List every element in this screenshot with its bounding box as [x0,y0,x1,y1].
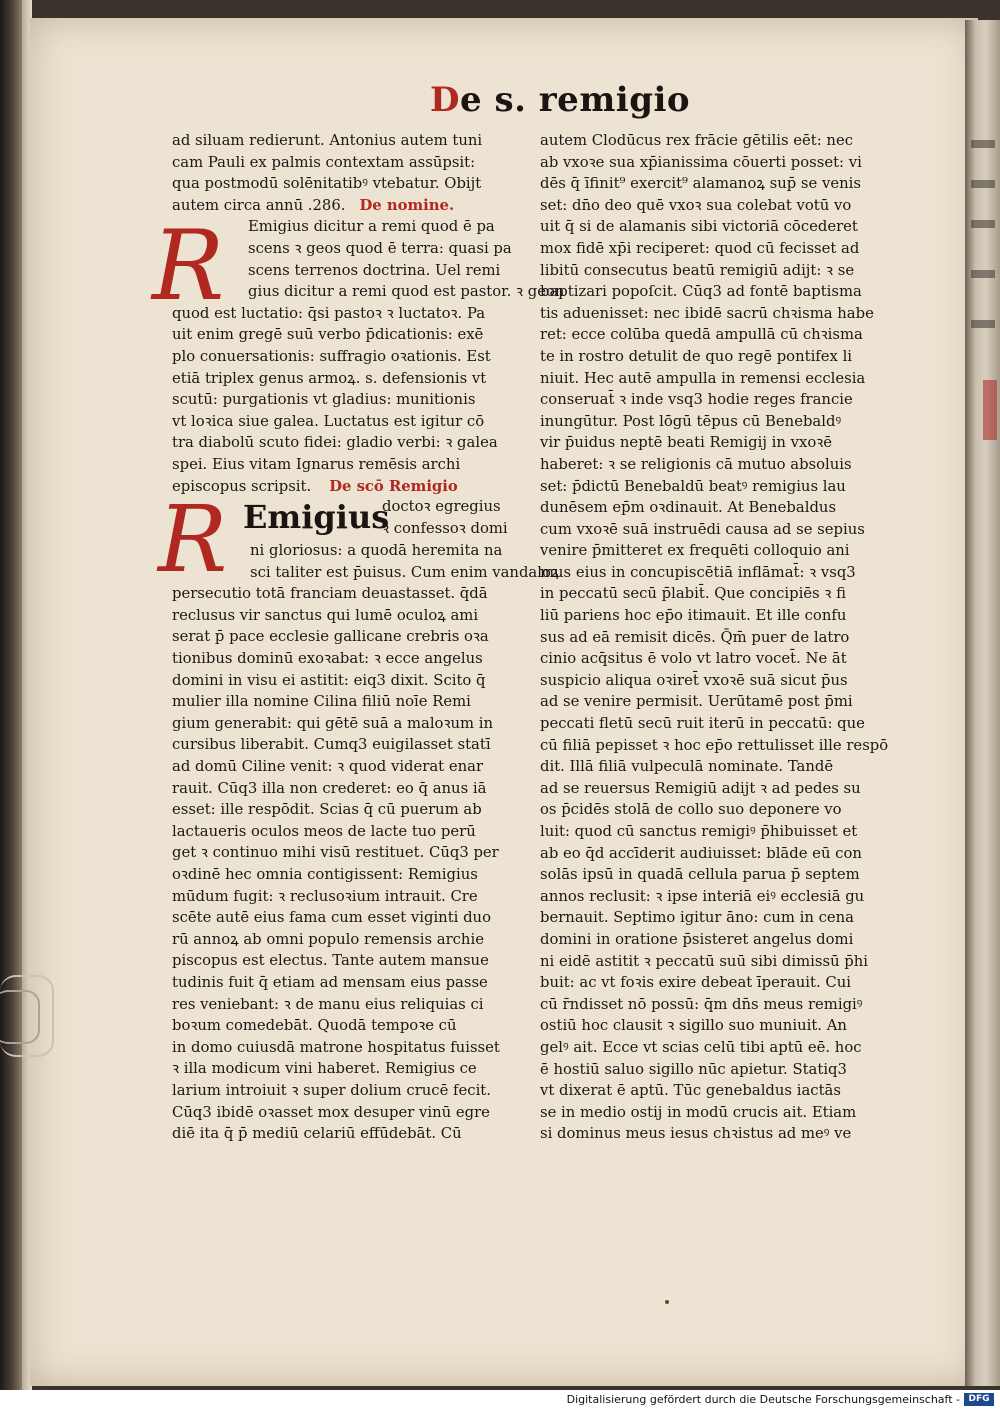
text-line: si dominus meus iesus chꝛistus ad meꝰ ve [540,1125,852,1143]
text-line: sci taliter est p̄uisus. Cum enim vandaloꝝ [250,563,560,581]
text-line: rū annoꝝ ab omni populo remensis archie [172,930,484,948]
footer-credit: Digitalisierung gefördert durch die Deutsche Forschungsgemeinschaft - [566,1393,960,1406]
text-line: ni eidē astitit ꝛ peccatū suū sibi dimissū p̄hi [540,952,869,970]
text-line: tra diabolū scuto fidei: gladio verbi: ꝛ galea [172,434,498,452]
facing-page-edge [965,20,1000,1386]
text-line [172,476,522,498]
text-line: gius dicitur a remi quod est pastor. ꝛ geon [248,283,565,301]
text-line: spei. Eius vitam Ignarus remēsis archi [172,455,461,473]
paper-clip-inner [0,990,40,1044]
footer-bar [0,1390,1000,1410]
text-line: doctoꝛ egregius [382,498,501,515]
text-line: luit: quod cū sanctus remigiꝰ p̄hibuisset et [540,823,858,840]
text-line: piscopus est electus. Tante autem mansue [172,952,489,970]
text-line: peccati fletū secū ruit iterū in peccatū: que [540,715,865,733]
text-line: sus ad eā remisit dicēs. Q̄m̄ puer de latro [540,628,850,646]
text-line: domini in oratione p̄sisteret angelus domi [540,930,854,948]
text-line: Cūq3 ibidē oꝛasset mox desuper vinū egre [172,1103,490,1121]
text-line: ad siluam redierunt. Antonius autem tuni [172,132,483,149]
text-line: plo conuersationis: suffragio oꝛationis. Est [172,347,491,365]
text-line: dit. Illā filiā vulpeculā nominate. Tandē [540,758,834,776]
text-line: persecutio totā franciam deuastasset. q̄dā [172,585,488,603]
running-title-initial: D [430,80,460,120]
text-line: ostiū hoc clausit ꝛ sigillo suo muniuit. An [540,1017,847,1035]
text-line: serat p̄ pace ecclesie gallicane crebris oꝛa [172,628,489,646]
initial-R-nomine: R [152,210,225,322]
text-line: esset: ille respōdit. Scias q̄ cū puerum ab [172,801,482,819]
text-line: scēte autē eius fama cum esset viginti duo [172,909,491,927]
text-line: ad domū Ciline venit: ꝛ quod viderat enar [172,758,484,776]
text-line: vt dixerat ē aptū. Tūc genebaldus iactās [540,1082,841,1100]
text-line: uit q̄ si de alamanis sibi victoriā cōcederet [540,218,858,236]
text-line: cinio acq̄situs ē volo vt latro vocet̄. Ne āt [540,650,847,668]
text-line: tis aduenisset: nec ibidē sacrū chꝛisma habe [540,304,874,322]
text-line: in domo cuiusdā matrone hospitatus fuisset [172,1038,500,1056]
rubric-de-nomine: De nomine. [359,196,455,214]
text-line: ad se venire permisit. Uerūtamē post p̄mi [540,693,853,711]
text-line: baptizari popoſcit. Cūq3 ad fontē baptisma [540,283,862,301]
text-line: tudinis fuit q̄ etiam ad mensam eius passe [172,973,488,991]
text-line: ꝛ confessoꝛ domi [382,519,508,537]
heading-remigius: Emigius [243,498,390,536]
text-line-fragment: episcopus scripsit. [172,477,312,495]
text-line: cū filiā pepisset ꝛ hoc ep̄o rettulisset ille respō [540,736,889,754]
text-line: res veniebant: ꝛ de manu eius reliquias ci [172,995,484,1013]
text-line: oꝛdinē hec omnia contigissent: Remigius [172,866,478,883]
text-line: os p̄cidēs stolā de collo suo deponere vo [540,801,842,819]
text-line: libitū consecutus beatū remigiū adijt: ꝛ se [540,261,855,279]
text-line: haberet: ꝛ se religionis cā mutuo absoluis [540,455,852,473]
text-line: vt loꝛica siue galea. Luctatus est igitur cō [172,412,485,430]
text-line: ꝛ illa modicum vini haberet. Remigius ce [172,1060,477,1078]
text-line: ab vxoꝛe sua xp̄ianissima cōuerti posset: vi [540,153,862,171]
text-line: cū r̄ndisset nō possū: q̄m dn̄s meus remigiꝰ [540,995,863,1013]
text-line: boꝛum comedebāt. Quodā tempoꝛe cū [172,1017,457,1035]
text-line: solās ipsū in quadā cellula parua p̄ septem [540,866,860,884]
book-edge-left [0,0,22,1390]
text-line: buit: ac vt foꝛis exire debeat īperauit. Cui [540,974,851,992]
right-column [540,130,890,1145]
text-line: domini in visu ei astitit: eiq3 dixit. Scito q̄ [172,671,486,689]
text-line: rauit. Cūq3 illa non crederet: eo q̄ anus iā [172,779,487,797]
text-line: suspicio aliqua oꝛiret̄ vxoꝛē suā sicut p̄us [540,671,848,689]
running-title-rest: e s. remigio [459,80,691,120]
text-line: gelꝰ ait. Ecce vt scias celū tibi aptū eē. hoc [540,1038,862,1056]
text-line-fragment: autem circa annū .286. [172,196,346,214]
text-line: ab eo q̄d accīderit audiuisset: blāde eū con [540,844,862,862]
text-line: mulier illa nomine Cilina filiū noīe Remi [172,693,471,711]
text-line: venire p̄mitteret ex frequēti colloquio ani [540,542,850,560]
text-line: vir p̄uidus neptē beati Remigij in vxoꝛē [540,434,833,452]
text-line: reclusus vir sanctus qui lumē oculoꝝ ami [172,606,479,624]
text-line: lactaueris oculos meos de lacte tuo perū [172,822,476,840]
text-line: ad se reuersus Remigiū adijt ꝛ ad pedes su [540,779,861,797]
text-line: te in rostro detulit de quo regē pontifex li [540,347,853,365]
text-line: larium introiuit ꝛ super dolium crucē fecit. [172,1081,491,1099]
text-line: conseruat̄ ꝛ inde vsq3 hodie reges francie [540,391,853,409]
text-line [172,195,522,217]
text-line: annos reclusit: ꝛ ipse interiā eiꝰ ecclesiā gu [540,887,865,905]
text-line: scens terrenos doctrina. Uel remi [248,261,501,279]
text-line: inungūtur. Post lōgū tēpus cū Benebaldꝰ [540,412,842,430]
dfg-logo: DFG [964,1393,994,1406]
text-line: etiā triplex genus armoꝝ. s. defensionis vt [172,369,487,387]
rubric-de-remigio: De scō Remigio [329,477,458,495]
text-line: dēs q̄ īfinit⁹ exercit⁹ alamanoꝝ sup̄ se venis [540,175,861,193]
text-line: gium generabit: qui gētē suā a maloꝛum in [172,714,493,732]
paper-speck [665,1300,669,1304]
text-line: get ꝛ continuo mihi visū restituet. Cūq3 per [172,844,499,862]
text-line: niuit. Hec autē ampulla in remensi ecclesia [540,369,866,387]
text-line: Emigius dicitur a remi quod ē pa [248,218,495,236]
text-line: mox fidē xp̄i reciperet: quod cū fecisset ad [540,239,860,257]
text-line: set: dn̄o deo quē vxoꝛ sua colebat votū vo [540,196,852,214]
initial-R-remigius: R [158,486,228,593]
text-line: se in medio ostij in modū crucis ait. Etiam [540,1103,857,1121]
text-line: quod est luctatio: q̄si pastoꝛ ꝛ luctatoꝛ. Pa [172,304,486,322]
text-line: cursibus liberabit. Cumq3 euigilasset statī [172,736,491,754]
text-line: scutū: purgationis vt gladius: munitionis [172,391,476,409]
text-line: diē ita q̄ p̄ mediū celariū effūdebāt. Cū [172,1125,462,1143]
text-line: ret: ecce colūba quedā ampullā cū chꝛisma [540,326,863,344]
text-line: ē hostiū saluo sigillo nūc apietur. Statiq3 [540,1060,847,1078]
text-line: tionibus dominū exoꝛabat: ꝛ ecce angelus [172,650,483,668]
text-line: bernauit. Septimo igitur āno: cum in cena [540,909,855,927]
text-line: set: p̄dictū Benebaldū beatꝰ remigius lau [540,477,846,495]
text-line: qua postmodū solēnitatibꝰ vtebatur. Obijt [172,175,482,193]
text-line: mūdum fugit: ꝛ reclusoꝛium intrauit. Cre [172,887,478,905]
left-column [172,130,565,1145]
text-line: scens ꝛ geos quod ē terra: quasi pa [248,239,512,257]
running-title [430,80,690,120]
text-line: uit enim gregē suū verbo p̄dicationis: exē [172,326,484,344]
text-line: cam Pauli ex palmis contextam assūpsit: [172,153,476,171]
text-line: dunēsem ep̄m oꝛdinauit. At Benebaldus [540,499,837,517]
text-line: in peccatū secū p̄labit̄. Que concipiēs ꝛ fi [540,585,846,603]
text-line: autem Clodūcus rex frācie gētilis eēt: nec [540,132,853,149]
text-line: liū pariens hoc ep̄o itimauit. Et ille confu [540,607,847,625]
text-line: ni gloriosus: a quodā heremita na [250,542,503,560]
text-line: cum vxoꝛē suā instruēdi causa ad se sepius [540,520,865,538]
text-line: mus eius in concupiscētiā inflāmat̄: ꝛ vsq3 [540,563,856,581]
facing-rubric-mark [983,380,997,440]
